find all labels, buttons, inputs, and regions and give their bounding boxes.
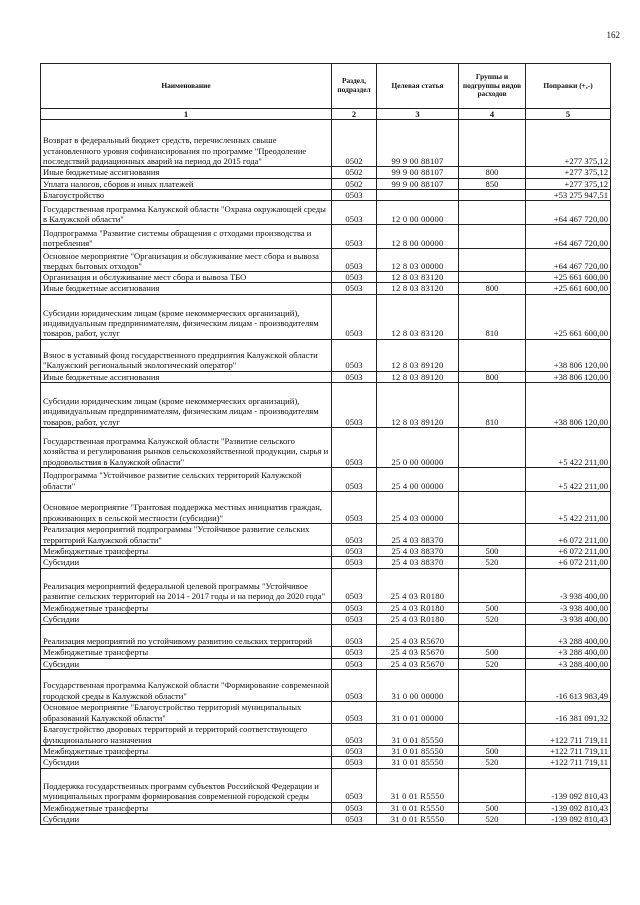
cell-section: 0502: [332, 167, 377, 178]
table-row: [41, 524, 611, 546]
cell-group: [459, 568, 526, 602]
header-section: Раздел, подраздел: [332, 64, 377, 109]
cell-section: 0503: [332, 813, 377, 824]
cell-amount: +6 072 211,00: [526, 546, 611, 557]
cell-amount: +38 806 120,00: [526, 383, 611, 428]
cell-name: Субсидии: [41, 614, 332, 625]
cell-name: Субсидии: [41, 757, 332, 768]
cell-amount: +25 661 600,00: [526, 294, 611, 339]
cell-amount: +277 375,12: [526, 120, 611, 167]
cell-group: 520: [459, 757, 526, 768]
cell-section: 0503: [332, 283, 377, 294]
cell-amount: -139 092 810,43: [526, 768, 611, 802]
cell-group: [459, 225, 526, 249]
table-row: [41, 658, 611, 669]
column-number: 3: [377, 109, 459, 120]
table-row: [41, 383, 611, 428]
table-row: [41, 745, 611, 756]
cell-section: 0503: [332, 189, 377, 200]
cell-group: [459, 249, 526, 272]
cell-name: Подпрограмма "Устойчивое развитие сельских территорий Калужской области": [41, 468, 332, 492]
cell-section: 0503: [332, 625, 377, 647]
cell-target: 31 0 01 R5550: [377, 802, 459, 813]
cell-amount: -139 092 810,43: [526, 813, 611, 824]
cell-name: Субсидии юридическим лицам (кроме некоммерческих организаций), индивидуальным предпринимателям, физическим лицам - производителям товаров, работ, услуг: [41, 294, 332, 339]
cell-amount: -16 613 983,49: [526, 669, 611, 701]
cell-group: [459, 189, 526, 200]
table-row: [41, 546, 611, 557]
cell-group: 520: [459, 813, 526, 824]
cell-section: 0503: [332, 647, 377, 658]
table-row: [41, 294, 611, 339]
cell-amount: +25 661 600,00: [526, 283, 611, 294]
cell-amount: -3 938 400,00: [526, 602, 611, 613]
cell-target: 25 4 03 00000: [377, 492, 459, 524]
table-row: [41, 802, 611, 813]
cell-target: 31 0 01 R5550: [377, 813, 459, 824]
table-row: [41, 178, 611, 189]
cell-section: 0503: [332, 201, 377, 225]
cell-section: 0503: [332, 339, 377, 371]
table-body: [41, 120, 611, 825]
cell-amount: -3 938 400,00: [526, 568, 611, 602]
cell-name: Возврат в федеральный бюджет средств, перечисленных свыше установленного уровня софинансирования по программе "Преодоление последствий радиационных аварий на период до 2015 года": [41, 120, 332, 167]
table-row: [41, 723, 611, 745]
table-row: [41, 614, 611, 625]
cell-amount: +6 072 211,00: [526, 524, 611, 546]
cell-name: Уплата налогов, сборов и иных платежей: [41, 178, 332, 189]
cell-amount: +122 711 719,11: [526, 723, 611, 745]
cell-name: Благоустройство дворовых территорий и территорий соответствующего функционального назначения: [41, 723, 332, 745]
header-group: Группы и подгруппы видов расходов: [459, 64, 526, 109]
table-row: [41, 602, 611, 613]
cell-group: [459, 625, 526, 647]
cell-name: Благоустройство: [41, 189, 332, 200]
header-row: [41, 64, 611, 109]
cell-amount: +122 711 719,11: [526, 745, 611, 756]
cell-amount: +5 422 211,00: [526, 492, 611, 524]
cell-name: Субсидии: [41, 557, 332, 568]
cell-name: Подпрограмма "Развитие системы обращения с отходами производства и потребления": [41, 225, 332, 249]
cell-section: 0503: [332, 524, 377, 546]
table-row: [41, 428, 611, 468]
cell-amount: -139 092 810,43: [526, 802, 611, 813]
table-row: [41, 201, 611, 225]
column-number: 1: [41, 109, 332, 120]
cell-section: 0503: [332, 745, 377, 756]
cell-group: 800: [459, 167, 526, 178]
cell-name: Межбюджетные трансферты: [41, 546, 332, 557]
cell-amount: +3 288 400,00: [526, 625, 611, 647]
cell-amount: +6 072 211,00: [526, 557, 611, 568]
cell-section: 0503: [332, 557, 377, 568]
cell-section: 0503: [332, 492, 377, 524]
cell-target: 25 4 03 88370: [377, 524, 459, 546]
cell-target: 25 0 00 00000: [377, 428, 459, 468]
cell-target: 25 4 03 R5670: [377, 647, 459, 658]
cell-group: [459, 272, 526, 283]
cell-target: 25 4 03 R5670: [377, 625, 459, 647]
cell-target: 12 0 00 00000: [377, 201, 459, 225]
cell-group: 810: [459, 383, 526, 428]
cell-name: Государственная программа Калужской области "Развитие сельского хозяйства и регулирования рынков сельскохозяйственной продукции, сырья и продовольствия в Калужской области": [41, 428, 332, 468]
cell-name: Субсидии: [41, 813, 332, 824]
cell-section: 0503: [332, 383, 377, 428]
table-row: [41, 283, 611, 294]
cell-name: Межбюджетные трансферты: [41, 647, 332, 658]
table-row: [41, 557, 611, 568]
cell-group: [459, 339, 526, 371]
header-amount: Поправки (+,-): [526, 64, 611, 109]
cell-name: Межбюджетные трансферты: [41, 745, 332, 756]
cell-group: 500: [459, 546, 526, 557]
table-row: [41, 225, 611, 249]
cell-name: Субсидии: [41, 658, 332, 669]
cell-target: 31 0 00 00000: [377, 669, 459, 701]
cell-section: 0503: [332, 802, 377, 813]
table-row: [41, 249, 611, 272]
cell-target: 25 4 03 88370: [377, 546, 459, 557]
cell-target: 31 0 01 R5550: [377, 768, 459, 802]
cell-target: 12 8 03 00000: [377, 249, 459, 272]
cell-name: Основное мероприятие "Организация и обслуживание мест сбора и вывоза твердых бытовых отходов": [41, 249, 332, 272]
header-name: Наименование: [41, 64, 332, 109]
cell-group: [459, 201, 526, 225]
cell-amount: +277 375,12: [526, 167, 611, 178]
cell-section: 0503: [332, 428, 377, 468]
cell-section: 0503: [332, 701, 377, 723]
table-row: [41, 272, 611, 283]
cell-name: Поддержка государственных программ субъектов Российской Федерации и муниципальных программ формирования современной городской среды: [41, 768, 332, 802]
cell-target: 31 0 01 85550: [377, 723, 459, 745]
cell-amount: +122 711 719,11: [526, 757, 611, 768]
cell-group: [459, 120, 526, 167]
cell-section: 0502: [332, 178, 377, 189]
cell-section: 0503: [332, 568, 377, 602]
cell-target: 25 4 03 88370: [377, 557, 459, 568]
cell-name: Государственная программа Калужской области "Охрана окружающей среды в Калужской области": [41, 201, 332, 225]
table-row: [41, 568, 611, 602]
cell-target: 12 8 03 89120: [377, 371, 459, 382]
cell-target: 12 8 03 83120: [377, 272, 459, 283]
cell-target: 12 8 03 83120: [377, 294, 459, 339]
cell-name: Реализация мероприятий по устойчивому развитию сельских территорий: [41, 625, 332, 647]
cell-amount: +53 275 947,51: [526, 189, 611, 200]
table-row: [41, 468, 611, 492]
cell-name: Государственная программа Калужской области "Формирование современной городской среды в Калужской области": [41, 669, 332, 701]
page-number: 162: [606, 30, 620, 40]
cell-target: 25 4 03 R0180: [377, 614, 459, 625]
cell-section: 0503: [332, 468, 377, 492]
cell-target: 31 0 01 85550: [377, 757, 459, 768]
cell-group: [459, 723, 526, 745]
cell-amount: +64 467 720,00: [526, 225, 611, 249]
cell-group: [459, 428, 526, 468]
cell-section: 0503: [332, 294, 377, 339]
cell-name: Организация и обслуживание мест сбора и вывоза ТБО: [41, 272, 332, 283]
column-number: 5: [526, 109, 611, 120]
table-row: [41, 813, 611, 824]
cell-target: 99 9 00 88107: [377, 120, 459, 167]
cell-target: 25 4 03 R0180: [377, 568, 459, 602]
cell-name: Иные бюджетные ассигнования: [41, 371, 332, 382]
cell-name: Межбюджетные трансферты: [41, 602, 332, 613]
cell-section: 0503: [332, 757, 377, 768]
column-number: 2: [332, 109, 377, 120]
cell-group: 520: [459, 614, 526, 625]
cell-target: 25 4 00 00000: [377, 468, 459, 492]
table-row: [41, 625, 611, 647]
cell-group: [459, 468, 526, 492]
cell-group: [459, 524, 526, 546]
cell-target: 12 8 03 89120: [377, 383, 459, 428]
cell-amount: +38 806 120,00: [526, 371, 611, 382]
table-row: [41, 339, 611, 371]
cell-name: Реализация мероприятий подпрограммы "Устойчивое развитие сельских территорий Калужской области": [41, 524, 332, 546]
cell-section: 0503: [332, 546, 377, 557]
cell-group: 500: [459, 647, 526, 658]
cell-amount: +64 467 720,00: [526, 249, 611, 272]
cell-name: Основное мероприятие "Грантовая поддержка местных инициатив граждан, проживающих в сельской местности (субсидии)": [41, 492, 332, 524]
cell-section: 0503: [332, 602, 377, 613]
cell-group: [459, 768, 526, 802]
cell-name: Субсидии юридическим лицам (кроме некоммерческих организаций), индивидуальным предпринимателям, физическим лицам - производителям товаров, работ, услуг: [41, 383, 332, 428]
cell-amount: +3 288 400,00: [526, 658, 611, 669]
cell-name: Иные бюджетные ассигнования: [41, 167, 332, 178]
cell-amount: +64 467 720,00: [526, 201, 611, 225]
cell-section: 0503: [332, 723, 377, 745]
table-row: [41, 120, 611, 167]
cell-target: 31 0 01 85550: [377, 745, 459, 756]
cell-section: 0503: [332, 669, 377, 701]
table-row: [41, 757, 611, 768]
cell-section: 0503: [332, 371, 377, 382]
cell-section: 0503: [332, 249, 377, 272]
cell-target: 31 0 01 00000: [377, 701, 459, 723]
cell-amount: -16 381 091,32: [526, 701, 611, 723]
cell-name: Взнос в уставный фонд государственного предприятия Калужской области "Калужский региональный экологический оператор": [41, 339, 332, 371]
table-row: [41, 371, 611, 382]
cell-target: 25 4 03 R5670: [377, 658, 459, 669]
cell-amount: +5 422 211,00: [526, 468, 611, 492]
cell-amount: +38 806 120,00: [526, 339, 611, 371]
cell-section: 0503: [332, 272, 377, 283]
cell-amount: +5 422 211,00: [526, 428, 611, 468]
cell-target: [377, 189, 459, 200]
column-number: 4: [459, 109, 526, 120]
table-row: [41, 189, 611, 200]
cell-section: 0503: [332, 225, 377, 249]
column-number-row: [41, 109, 611, 120]
cell-amount: +3 288 400,00: [526, 647, 611, 658]
cell-target: 99 9 00 88107: [377, 178, 459, 189]
header-target: Целевая статья: [377, 64, 459, 109]
cell-amount: -3 938 400,00: [526, 614, 611, 625]
cell-group: 500: [459, 802, 526, 813]
budget-amendments-table: [40, 63, 611, 825]
cell-name: Межбюджетные трансферты: [41, 802, 332, 813]
cell-section: 0503: [332, 768, 377, 802]
cell-group: [459, 669, 526, 701]
cell-group: 520: [459, 557, 526, 568]
cell-group: 810: [459, 294, 526, 339]
table-row: [41, 647, 611, 658]
cell-group: 500: [459, 745, 526, 756]
cell-target: 12 8 03 83120: [377, 283, 459, 294]
table-row: [41, 701, 611, 723]
cell-target: 25 4 03 R0180: [377, 602, 459, 613]
cell-group: 800: [459, 371, 526, 382]
cell-group: 520: [459, 658, 526, 669]
cell-target: 12 8 00 00000: [377, 225, 459, 249]
cell-group: 500: [459, 602, 526, 613]
cell-section: 0503: [332, 658, 377, 669]
cell-group: [459, 701, 526, 723]
cell-group: 800: [459, 283, 526, 294]
table-row: [41, 669, 611, 701]
cell-section: 0502: [332, 120, 377, 167]
cell-amount: +277 375,12: [526, 178, 611, 189]
cell-group: [459, 492, 526, 524]
table-row: [41, 167, 611, 178]
cell-amount: +25 661 600,00: [526, 272, 611, 283]
cell-group: 850: [459, 178, 526, 189]
cell-name: Основное мероприятие "Благоустройство территорий муниципальных образований Калужской области": [41, 701, 332, 723]
cell-target: 99 9 00 88107: [377, 167, 459, 178]
table-row: [41, 492, 611, 524]
cell-section: 0503: [332, 614, 377, 625]
table-row: [41, 768, 611, 802]
cell-target: 12 8 03 89120: [377, 339, 459, 371]
cell-name: Реализация мероприятий федеральной целевой программы "Устойчивое развитие сельских территорий на 2014 - 2017 годы и на период до 2020 года": [41, 568, 332, 602]
cell-name: Иные бюджетные ассигнования: [41, 283, 332, 294]
